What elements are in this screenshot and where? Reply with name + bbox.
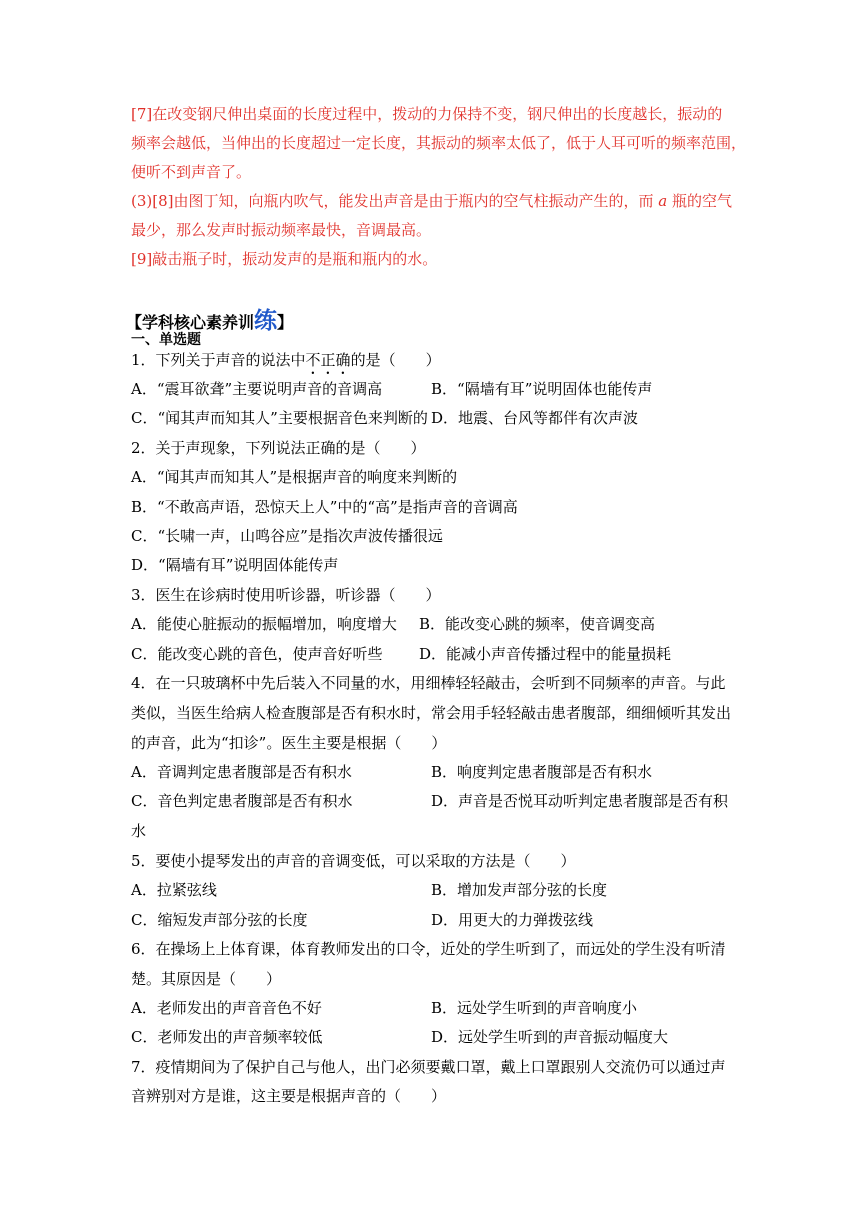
question-3-option-a[interactable]: A．能使心脏振动的振幅增加，响度增大 bbox=[131, 615, 397, 633]
question-1-option-a[interactable]: A．“震耳欲聋”主要说明声音的音调高 bbox=[131, 380, 383, 398]
question-3-stem: 3．医生在诊病时使用听诊器，听诊器（ ） bbox=[131, 586, 441, 604]
explanation-line-2: 频率会越低，当伸出的长度超过一定长度，其振动的频率太低了，低于人耳可听的频率范围， bbox=[131, 134, 747, 152]
question-6-option-d[interactable]: D．远处学生听到的声音振动幅度大 bbox=[431, 1028, 669, 1046]
question-1-option-b[interactable]: B．“隔墙有耳”说明固体也能传声 bbox=[431, 380, 653, 398]
question-1-emphasis: 不正确 bbox=[305, 351, 351, 369]
explanation-line-4-b: 瓶的空气 bbox=[667, 192, 733, 210]
question-5-option-d[interactable]: D．用更大的力弹拨弦线 bbox=[431, 911, 594, 929]
question-4-option-b[interactable]: B．响度判定患者腹部是否有积水 bbox=[431, 763, 653, 781]
question-4-stem-line-3: 的声音，此为“扣诊”。医生主要是根据（ ） bbox=[131, 734, 447, 752]
question-4-option-c[interactable]: C．音色判定患者腹部是否有积水 bbox=[131, 792, 353, 810]
section-subtitle: 一、单选题 bbox=[131, 332, 201, 348]
question-6-option-a[interactable]: A．老师发出的声音音色不好 bbox=[131, 999, 322, 1017]
explanation-line-3: 便听不到声音了。 bbox=[131, 163, 252, 181]
explanation-line-1: [7]在改变钢尺伸出桌面的长度过程中，拨动的力保持不变，钢尺伸出的长度越长，振动的 bbox=[131, 105, 723, 123]
question-4-stem-line-2: 类似，当医生给病人检查腹部是否有积水时，常会用手轻轻敲击患者腹部，细细倾听其发出 bbox=[131, 704, 732, 722]
question-3-option-b[interactable]: B．能改变心跳的频率，使音调变高 bbox=[419, 615, 656, 633]
question-1-stem bbox=[131, 350, 441, 378]
question-2-stem: 2．关于声现象，下列说法正确的是（ ） bbox=[131, 439, 426, 457]
section-heading-close: 】 bbox=[277, 313, 294, 332]
question-4-option-a[interactable]: A．音调判定患者腹部是否有积水 bbox=[131, 763, 352, 781]
question-5-option-a[interactable]: A．拉紧弦线 bbox=[131, 881, 217, 899]
question-1-option-c[interactable]: C．“闻其声而知其人”主要根据音色来判断的 bbox=[131, 409, 428, 427]
question-5-stem: 5．要使小提琴发出的声音的音调变低，可以采取的方法是（ ） bbox=[131, 852, 576, 870]
bottle-label-a: a bbox=[658, 192, 668, 210]
question-2-option-b[interactable]: B．“不敢高声语，恐惊天上人”中的“高”是指声音的音调高 bbox=[131, 498, 518, 516]
question-2-option-c[interactable]: C．“长啸一声，山鸣谷应”是指次声波传播很远 bbox=[131, 527, 443, 545]
question-6-stem-line-1: 6．在操场上上体育课，体育教师发出的口令，近处的学生听到了，而远处的学生没有听清 bbox=[131, 940, 726, 958]
question-7-stem-line-1: 7．疫情期间为了保护自己与他人，出门必须要戴口罩，戴上口罩跟别人交流仍可以通过声 bbox=[131, 1058, 726, 1076]
question-7-stem-line-2: 音辨别对方是谁，这主要是根据声音的（ ） bbox=[131, 1087, 447, 1105]
explanation-line-4 bbox=[131, 191, 732, 211]
question-6-option-c[interactable]: C．老师发出的声音频率较低 bbox=[131, 1028, 323, 1046]
question-4-option-d[interactable]: D．声音是否悦耳动听判定患者腹部是否有积 bbox=[431, 792, 729, 810]
question-1-stem-a: 1．下列关于声音的说法中 bbox=[131, 351, 306, 369]
question-1-option-d[interactable]: D．地震、台风等都伴有次声波 bbox=[431, 409, 639, 427]
question-2-option-a[interactable]: A．“闻其声而知其人”是根据声音的响度来判断的 bbox=[131, 468, 458, 486]
question-6-stem-line-2: 楚。其原因是（ ） bbox=[131, 970, 282, 988]
explanation-line-6: [9]敲击瓶子时，振动发声的是瓶和瓶内的水。 bbox=[131, 250, 438, 268]
question-1-stem-b: 的是（ ） bbox=[350, 351, 441, 369]
section-heading-highlight: 练 bbox=[254, 307, 278, 334]
question-3-option-d[interactable]: D．能减小声音传播过程中的能量损耗 bbox=[419, 645, 672, 663]
question-6-option-b[interactable]: B．远处学生听到的声音响度小 bbox=[431, 999, 638, 1017]
question-4-stem-line-1: 4．在一只玻璃杯中先后装入不同量的水，用细棒轻轻敲击，会听到不同频率的声音。与此 bbox=[131, 674, 726, 692]
section-heading-open: 【学科核心素养训 bbox=[126, 313, 255, 332]
explanation-line-5: 最少，那么发声时振动频率最快，音调最高。 bbox=[131, 221, 432, 239]
question-3-option-c[interactable]: C．能改变心跳的音色，使声音好听些 bbox=[131, 645, 383, 663]
question-5-option-c[interactable]: C．缩短发声部分弦的长度 bbox=[131, 911, 308, 929]
explanation-line-4-a: (3)[8]由图丁知，向瓶内吹气，能发出声音是由于瓶内的空气柱振动产生的，而 bbox=[131, 192, 659, 210]
question-2-option-d[interactable]: D．“隔墙有耳”说明固体能传声 bbox=[131, 556, 339, 574]
question-5-option-b[interactable]: B．增加发声部分弦的长度 bbox=[431, 881, 608, 899]
question-4-option-d-continued: 水 bbox=[131, 822, 147, 840]
